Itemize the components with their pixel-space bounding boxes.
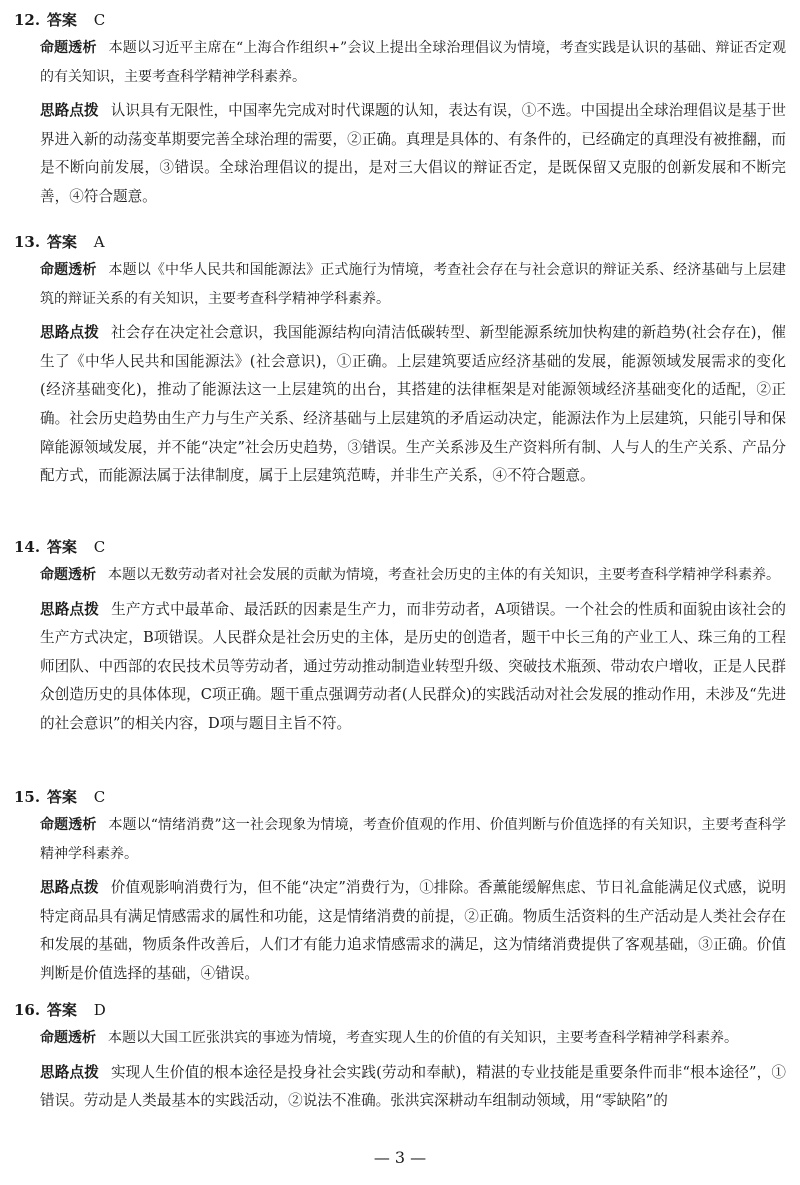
analysis-text: 认识具有无限性，中国率先完成对时代课题的认知，表达有误，①不选。中国提出全球治理倡议是基于世界进入新的动荡变革期要完善全球治理的需要，②正确。真理是具体的、有条件的，已经确定的真理没有被推翻，而是不断向前发展，③错误。全球治理倡议的提出，是对三大倡议的辩证否定，是既保留又克服的创新发展和不断完善，④符合题意。 bbox=[40, 102, 786, 205]
analysis-text: 社会存在决定社会意识，我国能源结构向清洁低碳转型、新型能源系统加快构建的新趋势(社会存在)，催生了《中华人民共和国能源法》(社会意识)，①正确。上层建筑要适应经济基础的发展，能源领域发展需求的变化(经济基础变化)，推动了能源法这一上层建筑的出台，其搭建的法律框架是对能源领域经济基础变化的适配，②正确。社会历史趋势由生产力与生产关系、经济基础与上层建筑的矛盾运动决定，能源法作为上层建筑，只能引导和保障能源领域发展，并不能“决定”社会历史趋势，③错误。生产关系涉及生产资料所有制、人与人的生产关系、产品分配方式，而能源法属于法律制度，属于上层建筑范畴，并非生产关系，④不符合题意。 bbox=[40, 324, 786, 485]
analysis-label: 思路点拨 bbox=[40, 102, 99, 120]
answer-value: D bbox=[93, 1001, 106, 1019]
question-header bbox=[14, 6, 786, 34]
answer-label: 答案 bbox=[46, 233, 77, 251]
answer-label: 答案 bbox=[46, 1001, 77, 1019]
insight-label: 命题透析 bbox=[40, 1030, 96, 1046]
analysis-text: 生产方式中最革命、最活跃的因素是生产力，而非劳动者，A项错误。一个社会的性质和面貌由该社会的生产方式决定，B项错误。人民群众是社会历史的主体，是历史的创造者，题干中长三角的产业工人、珠三角的工程师团队、中西部的农民技术员等劳动者，通过劳动推动制造业转型升级、突破技术瓶颈、带动农户增收，正是人民群众创造历史的具体体现，C项正确。题干重点强调劳动者(人民群众)的实践活动对社会发展的推动作用，未涉及“先进的社会意识”的相关内容，D项与题目主旨不符。 bbox=[40, 600, 786, 732]
insight-text: 本题以“情绪消费”这一社会现象为情境，考查价值观的作用、价值判断与价值选择的有关知识，主要考查科学精神学科素养。 bbox=[40, 817, 786, 862]
question-header bbox=[14, 228, 786, 256]
analysis-label: 思路点拨 bbox=[40, 600, 100, 618]
question-number: 13. bbox=[14, 233, 41, 251]
question-number: 15. bbox=[14, 788, 41, 806]
analysis-section bbox=[40, 1059, 786, 1116]
insight-section bbox=[40, 256, 786, 313]
insight-section bbox=[40, 1024, 786, 1053]
analysis-label: 思路点拨 bbox=[40, 879, 99, 897]
analysis-section bbox=[40, 319, 786, 491]
insight-section bbox=[40, 34, 786, 91]
analysis-section bbox=[40, 97, 786, 211]
question-15 bbox=[14, 783, 786, 989]
analysis-label: 思路点拨 bbox=[40, 1063, 99, 1081]
question-number: 12. bbox=[14, 11, 41, 29]
insight-label: 命题透析 bbox=[40, 40, 97, 56]
insight-label: 命题透析 bbox=[40, 817, 97, 833]
question-14 bbox=[14, 533, 786, 739]
question-number: 16. bbox=[14, 1001, 41, 1019]
analysis-section bbox=[40, 596, 786, 739]
answer-label: 答案 bbox=[46, 11, 77, 29]
analysis-label: 思路点拨 bbox=[40, 324, 99, 342]
insight-label: 命题透析 bbox=[40, 262, 97, 278]
insight-section bbox=[40, 561, 786, 590]
analysis-text: 价值观影响消费行为，但不能“决定”消费行为，①排除。香薰能缓解焦虑、节日礼盒能满足仪式感，说明特定商品具有满足情感需求的属性和功能，这是情绪消费的前提，②正确。物质生活资料的生产活动是人类社会存在和发展的基础，物质条件改善后，人们才有能力追求情感需求的满足，这为情绪消费提供了客观基础，③正确。价值判断是价值选择的基础，④错误。 bbox=[40, 879, 786, 982]
answer-value: C bbox=[93, 788, 106, 806]
question-header bbox=[14, 783, 786, 811]
answer-value: C bbox=[93, 11, 106, 29]
analysis-section bbox=[40, 874, 786, 988]
answer-value: A bbox=[93, 233, 105, 251]
insight-section bbox=[40, 811, 786, 868]
insight-text: 本题以大国工匠张洪宾的事迹为情境，考查实现人生的价值的有关知识，主要考查科学精神学科素养。 bbox=[108, 1030, 738, 1046]
answer-label: 答案 bbox=[46, 538, 77, 556]
analysis-text: 实现人生价值的根本途径是投身社会实践(劳动和奉献)，精湛的专业技能是重要条件而非“根本途径”，①错误。劳动是人类最基本的实践活动，②说法不准确。张洪宾深耕动车组制动领域，用“零缺陷”的 bbox=[40, 1063, 786, 1110]
question-header bbox=[14, 533, 786, 561]
question-13 bbox=[14, 228, 786, 491]
answer-value: C bbox=[93, 538, 106, 556]
question-number: 14. bbox=[14, 538, 41, 556]
question-16 bbox=[14, 996, 786, 1116]
insight-text: 本题以习近平主席在“上海合作组织+”会议上提出全球治理倡议为情境，考查实践是认识的基础、辩证否定观的有关知识，主要考查科学精神学科素养。 bbox=[40, 40, 786, 85]
question-header bbox=[14, 996, 786, 1024]
insight-text: 本题以无数劳动者对社会发展的贡献为情境，考查社会历史的主体的有关知识，主要考查科学精神学科素养。 bbox=[108, 567, 780, 583]
question-12 bbox=[14, 6, 786, 212]
answer-label: 答案 bbox=[46, 788, 77, 806]
insight-text: 本题以《中华人民共和国能源法》正式施行为情境，考查社会存在与社会意识的辩证关系、经济基础与上层建筑的辩证关系的有关知识，主要考查科学精神学科素养。 bbox=[40, 262, 787, 307]
page-number: — 3 — bbox=[373, 1148, 427, 1167]
insight-label: 命题透析 bbox=[40, 567, 96, 583]
